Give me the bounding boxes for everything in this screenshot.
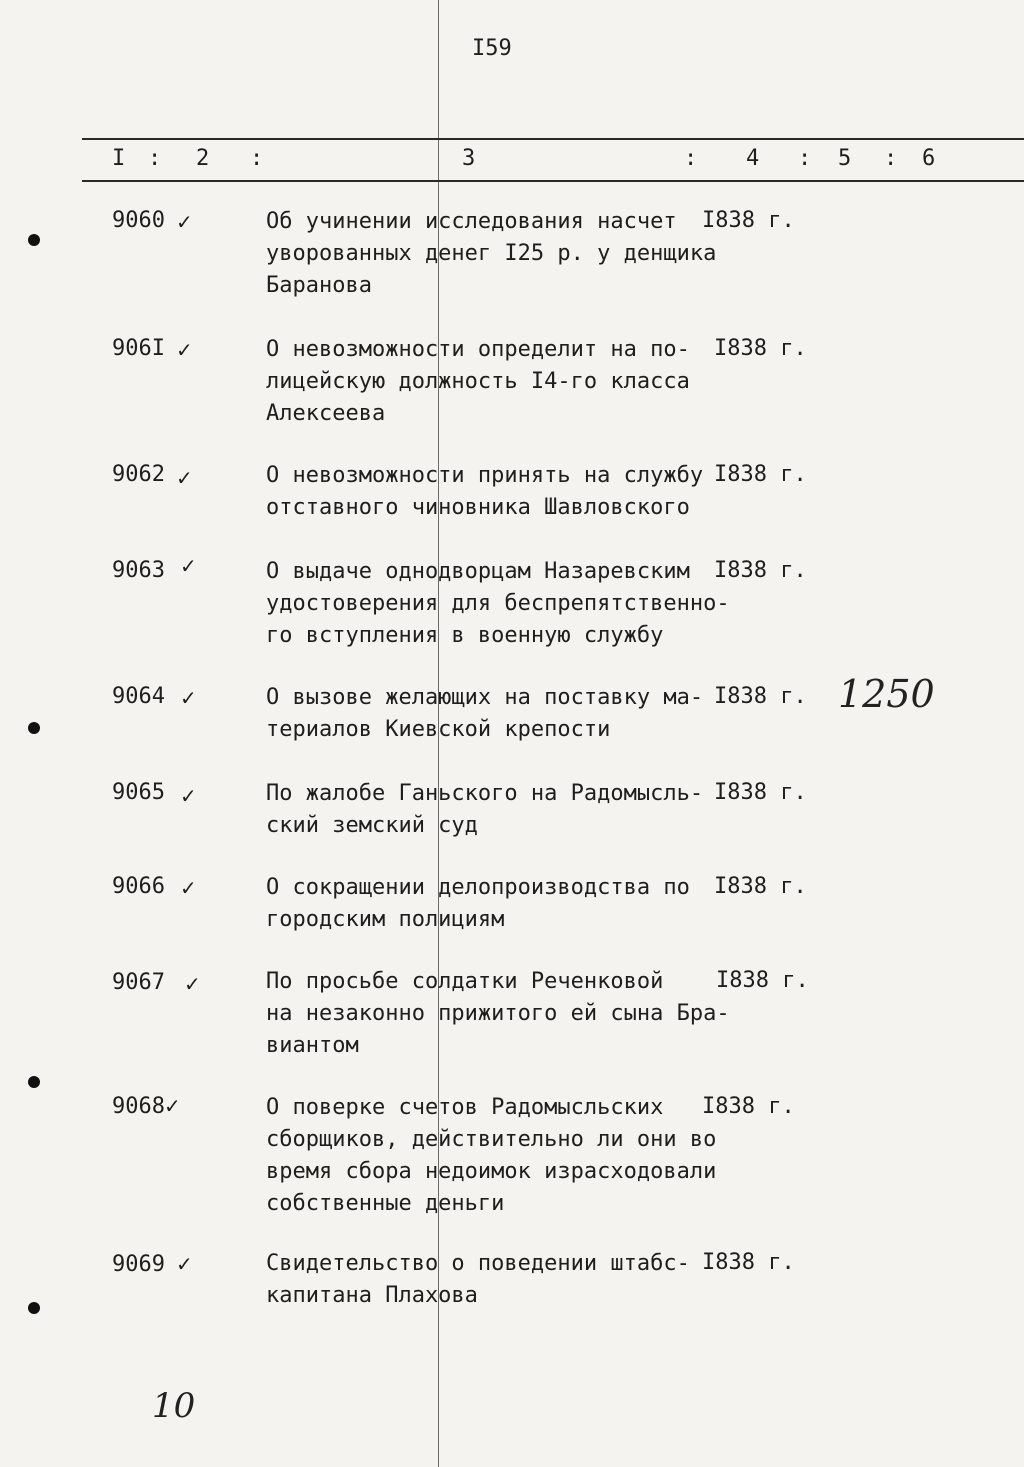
entry-number: 9063 — [112, 558, 165, 583]
entry-number: 9068 — [112, 1094, 165, 1119]
entry-number: 9066 — [112, 874, 165, 899]
check-mark-icon: ✓ — [176, 1252, 193, 1276]
entry-title: Об учинении исследования насчет уворованных денег I25 р. у денщика Баранова — [266, 209, 717, 298]
header-rule-top — [82, 138, 1024, 140]
column-separator: : — [684, 146, 698, 171]
entry-year: I838 г. — [716, 968, 809, 993]
column-header-1: I — [112, 146, 126, 171]
page-number: I59 — [472, 36, 512, 61]
column-header-6: 6 — [922, 146, 936, 171]
entry-title: О выдаче однодворцам Назаревским удостоверения для беспрепятственно- го вступления в военную службу — [266, 559, 730, 648]
check-mark-icon: ✓ — [176, 338, 193, 362]
entry-title: О поверке счетов Радомысльских сборщиков, действительно ли они во время сбора недоимок израсходовали собственные деньги — [266, 1095, 717, 1216]
column-separator: : — [798, 146, 812, 171]
check-mark-icon: ✓ — [180, 686, 197, 710]
check-mark-icon: ✓ — [164, 1094, 181, 1118]
check-mark-icon: ✓ — [180, 784, 197, 808]
check-mark-icon: ✓ — [176, 466, 193, 490]
handwritten-note: 1250 — [838, 672, 935, 716]
check-mark-icon: ✓ — [180, 554, 197, 578]
entry-year: I838 г. — [714, 684, 807, 709]
entry-title: По жалобе Ганьского на Радомысль- ский земский суд — [266, 781, 704, 838]
check-mark-icon: ✓ — [176, 210, 193, 234]
entry-year: I838 г. — [714, 336, 807, 361]
entry-title: Свидетельство о поведении штабс- капитана Плахова — [266, 1251, 690, 1308]
entry-year: I838 г. — [702, 208, 795, 233]
entry-number: 9064 — [112, 684, 165, 709]
entry-year: I838 г. — [714, 462, 807, 487]
handwritten-mark: 10 — [152, 1386, 196, 1426]
column-header-4: 4 — [746, 146, 760, 171]
entry-year: I838 г. — [702, 1250, 795, 1275]
check-mark-icon: ✓ — [180, 876, 197, 900]
entry-number: 9069 — [112, 1252, 165, 1277]
column-separator: : — [884, 146, 898, 171]
column-header-3: 3 — [462, 146, 476, 171]
check-mark-icon: ✓ — [184, 972, 201, 996]
punch-hole-icon — [28, 1302, 40, 1314]
column-separator: : — [250, 146, 264, 171]
entry-year: I838 г. — [714, 780, 807, 805]
entry-year: I838 г. — [702, 1094, 795, 1119]
entry-number: 9067 — [112, 970, 165, 995]
entry-title: О вызове желающих на поставку ма- териалов Киевской крепости — [266, 685, 704, 742]
punch-hole-icon — [28, 234, 40, 246]
entry-title: О сокращении делопроизводства по городским полициям — [266, 875, 690, 932]
entry-title: По просьбе солдатки Реченковой на незаконно прижитого ей сына Бра- виантом — [266, 969, 730, 1058]
entry-number: 9062 — [112, 462, 165, 487]
punch-hole-icon — [28, 722, 40, 734]
column-header-5: 5 — [838, 146, 852, 171]
entry-number: 9060 — [112, 208, 165, 233]
entry-year: I838 г. — [714, 874, 807, 899]
header-rule-bottom — [82, 180, 1024, 182]
entry-number: 9065 — [112, 780, 165, 805]
column-header-2: 2 — [196, 146, 210, 171]
punch-hole-icon — [28, 1076, 40, 1088]
entry-title: О невозможности принять на службу отставного чиновника Шавловского — [266, 463, 704, 520]
entry-title: О невозможности определит на по- лицейскую должность I4-го класса Алексеева — [266, 337, 690, 426]
entry-year: I838 г. — [714, 558, 807, 583]
entry-number: 906I — [112, 336, 165, 361]
column-separator: : — [148, 146, 162, 171]
